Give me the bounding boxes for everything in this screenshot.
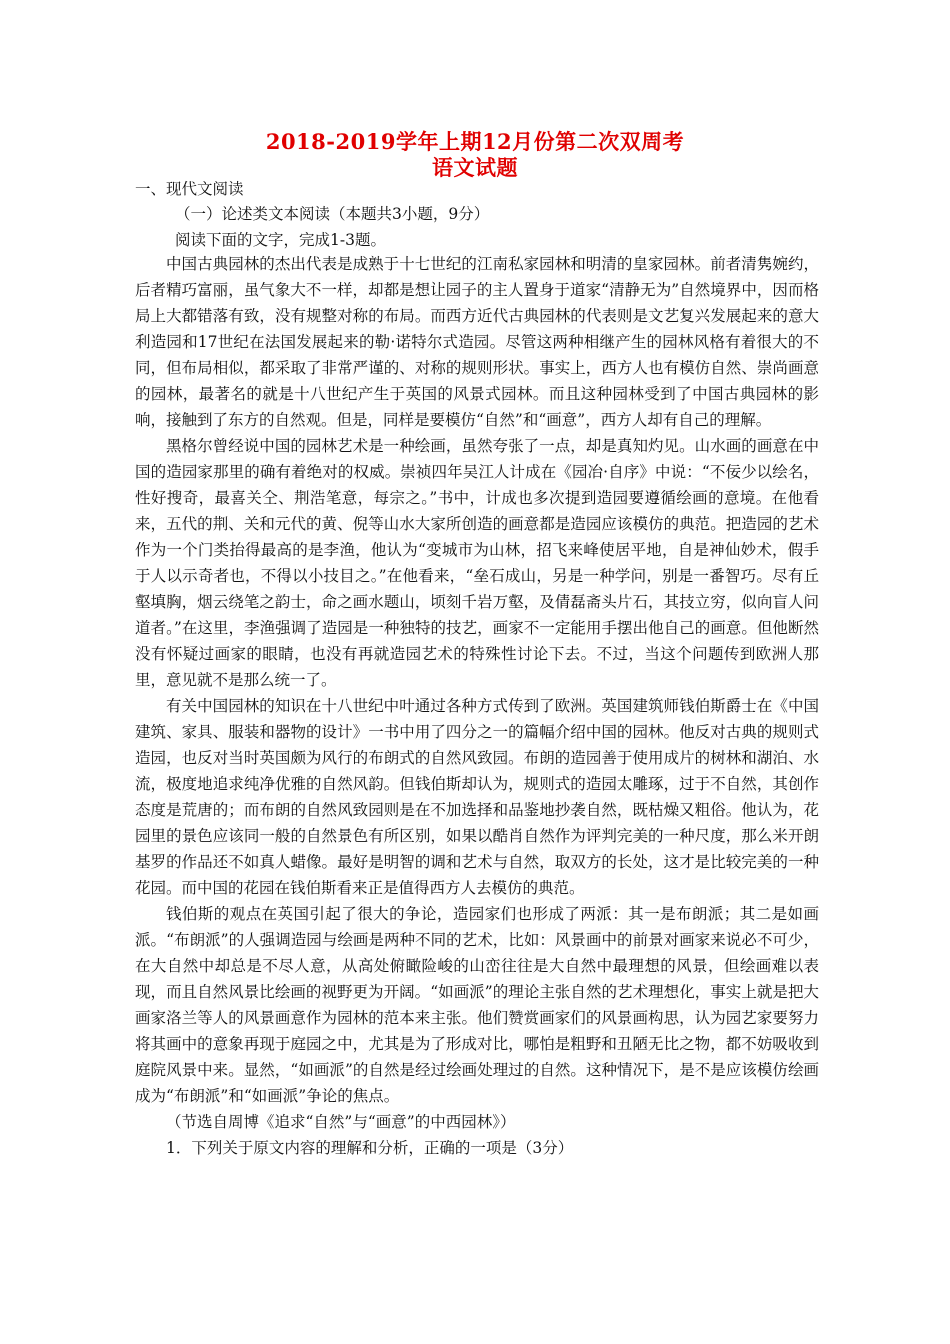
exam-title: 2018-2019学年上期12月份第二次双周考 — [265, 129, 685, 154]
article-body — [135, 251, 819, 1161]
reading-instruction: 阅读下面的文字，完成1-3题。 — [175, 231, 386, 249]
article-source: （节选自周博《追求“自然”与“画意”的中西园林》） — [166, 1113, 516, 1131]
article-paragraph-4: 钱伯斯的观点在英国引起了很大的争论，造园家们也形成了两派：其一是布朗派；其二是如画派。“布朗派”的人强调造园与绘画是两种不同的艺术，比如：风景画中的前景对画家来说必不可少，在大自然中却总是不尽人意，从高处俯瞰险峻的山峦往往是大自然中最理想的风景，但绘画难以表现，而且自然风景比绘画的视野更为开阔。“如画派”的理论主张自然的艺术理想化，事实上就是把大画家洛兰等人的风景画意作为园林的范本来主张。他们赞赏画家们的风景画构思，认为园艺家要努力将其画中的意象再现于庭园之中，尤其是为了形成对比，哪怕是粗野和丑陋无比之物，都不妨吸收到庭院风景中来。显然，“如画派”的自然是经过绘画处理过的自然。这种情况下，是不是应该模仿绘画成为“布朗派”和“如画派”争论的焦点。 — [135, 905, 819, 1105]
article-paragraph-1: 中国古典园林的杰出代表是成熟于十七世纪的江南私家园林和明清的皇家园林。前者清隽婉约，后者精巧富丽，虽气象大不一样，却都是想让园子的主人置身于道家“清静无为”自然境界中，因而格局上大都错落有致，没有规整对称的布局。而西方近代古典园林的代表则是文艺复兴发展起来的意大利造园和17世纪在法国发展起来的勒·诺特尔式造园。尽管这两种相继产生的园林风格有着很大的不同，但布局相似，都采取了非常严谨的、对称的规则形状。事实上，西方人也有模仿自然、崇尚画意的园林，最著名的就是十八世纪产生于英国的风景式园林。而且这种园林受到了中国古典园林的影响，接触到了东方的自然观。但是，同样是要模仿“自然”和“画意”，西方人却有自己的理解。 — [135, 255, 819, 429]
section-heading: 一、现代文阅读 — [135, 180, 244, 198]
article-paragraph-3: 有关中国园林的知识在十八世纪中叶通过各种方式传到了欧洲。英国建筑师钱伯斯爵士在《中国建筑、家具、服装和器物的设计》一书中用了四分之一的篇幅介绍中国的园林。他反对古典的规则式造园，也反对当时英国颇为风行的布朗式的自然风致园。布朗的造园善于使用成片的树林和湖泊、水流，极度地追求纯净优雅的自然风韵。但钱伯斯却认为，规则式的造园太雕琢，过于不自然，其创作态度是荒唐的；而布朗的自然风致园则是在不加选择和品鉴地抄袭自然，既枯燥又粗俗。他认为，花园里的景色应该同一般的自然景色有所区别，如果以酷肖自然作为评判完美的一种尺度，那么米开朗基罗的作品还不如真人蜡像。最好是明智的调和艺术与自然，取双方的长处，这才是比较完美的一种花园。而中国的花园在钱伯斯看来正是值得西方人去模仿的典范。 — [135, 697, 819, 897]
section-subheading: （一）论述类文本阅读（本题共3小题，9分） — [175, 205, 490, 223]
question-1: 1．下列关于原文内容的理解和分析，正确的一项是（3分） — [166, 1139, 574, 1157]
exam-subject-title: 语文试题 — [432, 155, 518, 180]
article-paragraph-2: 黑格尔曾经说中国的园林艺术是一种绘画，虽然夸张了一点，却是真知灼见。山水画的画意在中国的造园家那里的确有着绝对的权威。崇祯四年吴江人计成在《园冶·自序》中说：“不佞少以绘名，性好搜奇，最喜关仝、荆浩笔意，每宗之。”书中，计成也多次提到造园要遵循绘画的意境。在他看来，五代的荆、关和元代的黄、倪等山水大家所创造的画意都是造园应该模仿的典范。把造园的艺术作为一个门类抬得最高的是李渔，他认为“变城市为山林，招飞来峰使居平地，自是神仙妙术，假手于人以示奇者也，不得以小技目之。”在他看来，“垒石成山，另是一种学问，别是一番智巧。尽有丘壑填胸，烟云绕笔之韵士，命之画水题山，顷刻千岩万壑，及倩磊斋头片石，其技立穷，似向盲人问道者。”在这里，李渔强调了造园是一种独特的技艺，画家不一定能用手摆出他自己的画意。但他断然没有怀疑过画家的眼睛，也没有再就造园艺术的特殊性讨论下去。不过，当这个问题传到欧洲人那里，意见就不是那么统一了。 — [135, 437, 819, 689]
